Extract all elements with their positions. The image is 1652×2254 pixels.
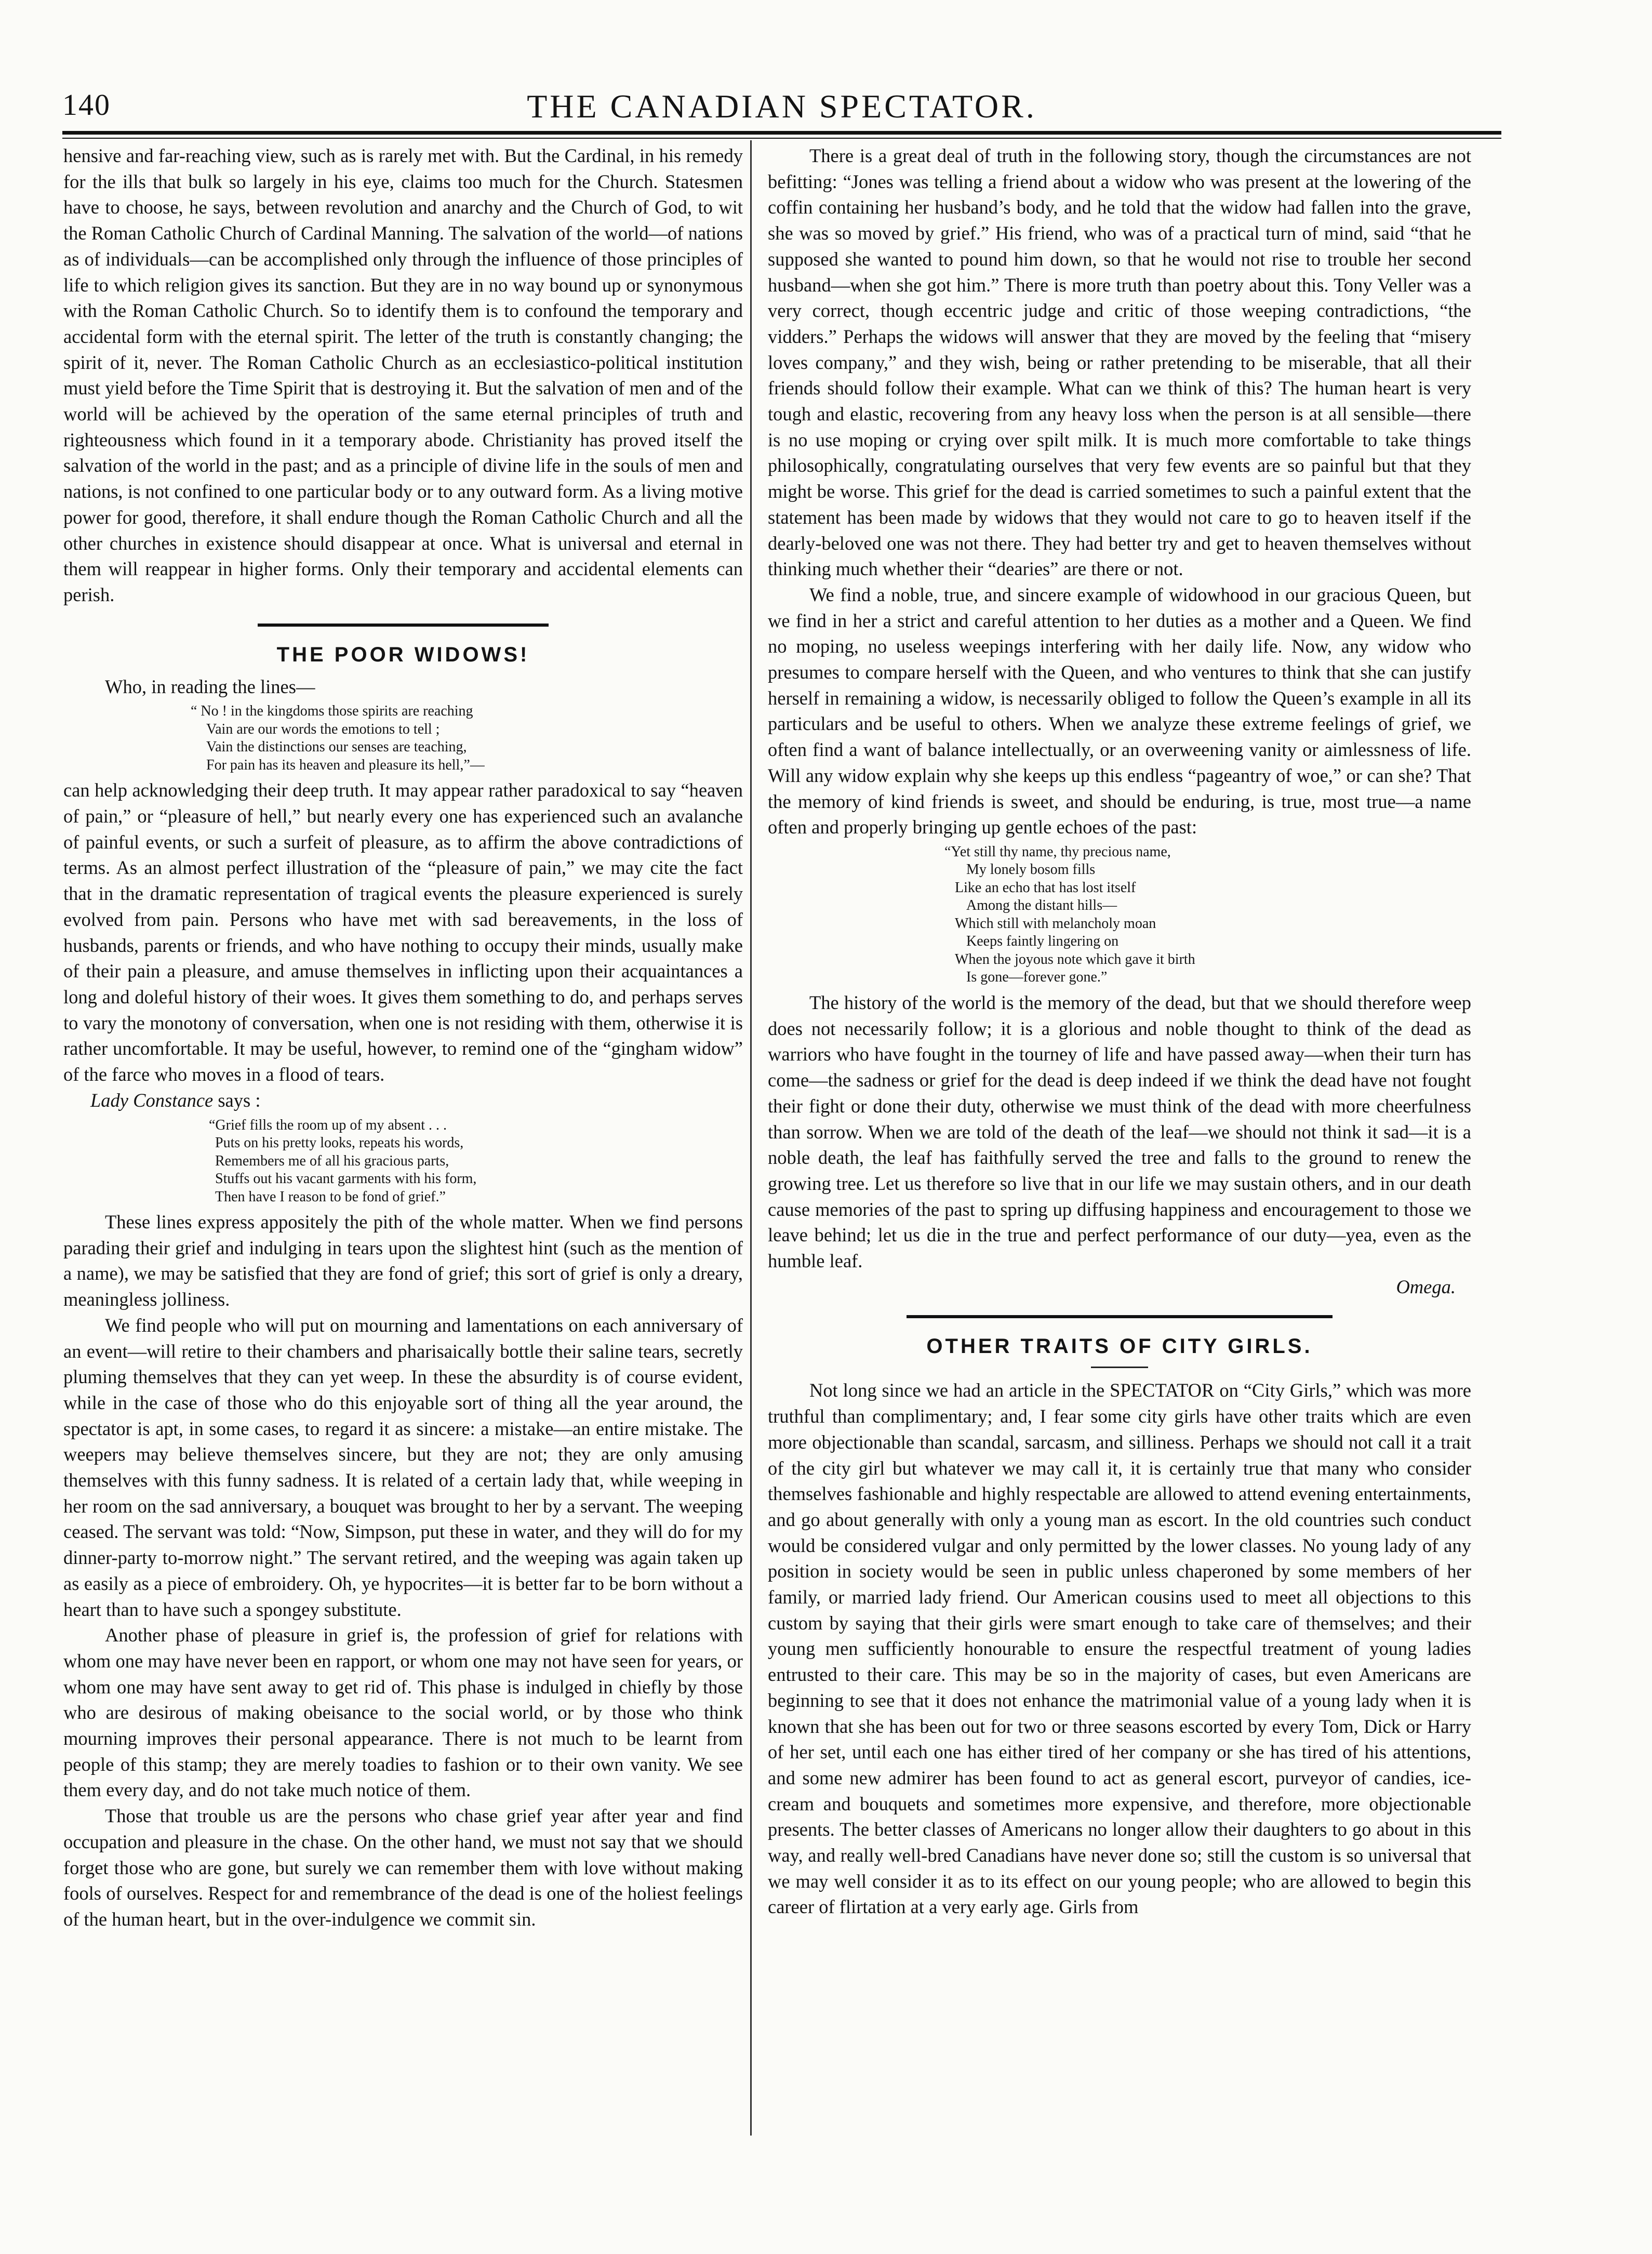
body-paragraph: We find people who will put on mourning and lamentations on each anniversary of an event—will retire to their chambers and pharisaically bottle their saline tears, secretly pluming themselves that they can yet weep. In these the absurdity is of course evident, while in the case of those who do this enjoyable sort of thing all the year around, the spectator is apt, in some cases, to regard it as sincere: a mistake—an entire mistake. The weepers may believe themselves sincere, but they are not; they are only amusing themselves with this funny sadness. It is related of a certain lady that, while weeping in her room on the sad anniversary, a bouquet was brought to her by a servant. The weeping ceased. The servant was told: “Now, Simpson, put these in water, and they will do for my dinner-party to-morrow night.” The servant retired, and the weeping was again taken up as easily as a piece of embroidery. Oh, ye hypocrites—it is better far to be born without a heart than to have such a spongey substitute. <box>63 1314 743 1620</box>
body-paragraph: Those that trouble us are the persons who chase grief year after year and find occupation and pleasure in the chase. On the other hand, we must not say that we should forget those who are gone, but surely we can remember them with love without making fools of ourselves. Respect for and remembrance of the dead is one of the holiest feelings of the human heart, but in the over-indulgence we commit sin. <box>63 1805 743 1930</box>
body-paragraph: We find a noble, true, and sincere example of widowhood in our gracious Queen, but we find in her a strict and careful attention to her duties as a mother and a Queen. We find no moping, no useless weepings interfering with her daily life. Now, any widow who presumes to compare herself with the Queen, and who ventures to think that she can justify herself in remaining a widow, is necessarily obliged to follow the Queen’s example in all its particulars and be useful to others. When we analyze these extreme feelings of grief, we often find a want of balance intellectually, or an overweening vanity or aimlessness of life. Will any widow explain why she keeps up this endless “pageantry of woe,” or can she? That the memory of kind friends is sweet, and should be enduring, is true, most true—a name often and properly bringing up gentle echoes of the past: <box>768 584 1471 838</box>
body-paragraph: Not long since we had an article in the SPECTATOR on “City Girls,” which was more truthful than complimentary; and, I fear some city girls have other traits which are even more objectionable than scandal, sarcasm, and silliness. Perhaps we should not call it a trait of the city girl but whatever we may call it, it is certainly true that many who consider themselves fashionable and highly respectable are allowed to attend evening entertainments, and go about generally with only a young man as escort. In the old countries such conduct would be considered vulgar and only permitted by the lower classes. No young lady of any position in society would be seen in public unless chaperoned by some members of her family, or married lady friend. Our American cousins used to meet all objections to this custom by saying that their girls were smart enough to take care of themselves; and their young men sufficiently honourable to ensure the respectful treatment of young ladies entrusted to their care. This may be so in the majority of cases, but even Americans are beginning to see that it does not enhance the matrimonial value of a young lady when it is known that she has been out for two or three seasons escorted by every Tom, Dick or Harry of her set, until each one has either tired of her company or she has tired of his attentions, and some new admirer has been found to act as general escort, purveyor of candies, ice-cream and bouquets and sometimes more expensive, and therefore, more objectionable presents. The better classes of Americans no longer allow their daughters to go about in this way, and really well-bred Canadians have never done so; still the custom is so universal that we may well consider it as to its effect on our young people; who are allowed to begin this career of flirtation at a very early age. Girls from <box>768 1380 1471 1918</box>
section-divider <box>258 624 549 627</box>
poem-quote-1 <box>63 702 743 774</box>
body-paragraph: There is a great deal of truth in the following story, though the circumstances are not befitting: “Jones was telling a friend about a widow who was present at the lowering of the coffin containing her husband’s body, and he told that the widow had fallen into the grave, she was so moved by grief.” His friend, who was of a practical turn of mind, said “that he supposed she wanted to pound him down, so that he would not rise to trouble her second husband—when she got him.” There is more truth than poetry about this. Tony Veller was a very correct, though eccentric judge and critic of those weeping contradictions, “the vidders.” Perhaps the widows will answer that they are moved by the feeling that “misery loves company,” and they wish, being or rather pretending to be miserable, that all their friends should follow their example. What can we think of this? The human heart is very tough and elastic, recovering from any heavy loss when the person is at all sensible—there is no use moping or crying over spilt milk. It is much more comfortable to take things philosophically, congratulating ourselves that very few events are so painful but that they might be worse. This grief for the dead is carried sometimes to such a painful extent that the statement has been made by widows that they would not care to go to heaven itself if the dearly-beloved one was not there. They had better try and get to heaven themselves without thinking much whether their “dearies” are there or not. <box>768 145 1471 580</box>
header-rule <box>62 131 1501 135</box>
poem-line: Is gone—forever gone.” <box>966 969 1108 986</box>
right-column <box>768 143 1471 1920</box>
poem-line: Stuffs out his vacant garments with his form, <box>215 1171 477 1187</box>
attribution-verb: says : <box>213 1089 261 1111</box>
body-paragraph: The history of the world is the memory of the dead, but that we should therefore weep does not necessarily follow; it is a glorious and noble thought to think of the dead as warriors who have fought in the tourney of life and have passed away—when their turn has come—the sadness or grief for the dead is deep indeed if we think the dead have not fought their fight or done their duty, otherwise we must think of the dead with more cheerfulness than sorrow. When we are told of the death of the leaf—we should not think it sad—it is a noble death, the leaf has faithfully served the tree and falls to the ground to renew the growing tree. Let us therefore so live that in our life we may sustain others, and in our death cause memories of the past to spring up diffusing happiness and encouragement to those we leave behind; let us die in the true and perfect performance of our duty—yea, even as the humble leaf. <box>768 991 1471 1272</box>
poem-quote-2 <box>63 1117 743 1206</box>
body-paragraph: These lines express appositely the pith of the whole matter. When we find persons parading their grief and indulging in tears upon the slightest hint (such as the mention of a name), we may be satisfied that they are fond of grief; this sort of grief is only a dreary, meaningless jolliness. <box>63 1211 743 1310</box>
attribution-line <box>63 1088 743 1113</box>
poem-line: Which still with melancholy moan <box>955 915 1156 932</box>
poem-line: For pain has its heaven and pleasure its hell,”— <box>206 757 485 773</box>
poem-line: Puts on his pretty looks, repeats his words, <box>215 1135 464 1151</box>
intro-line: Who, in reading the lines— <box>105 675 315 697</box>
quoted-character: Lady Constance <box>90 1089 214 1111</box>
poem-line: My lonely bosom fills <box>966 861 1096 878</box>
poem-line: Vain the distinctions our senses are teaching, <box>206 739 467 755</box>
poem-quote-3 <box>768 843 1471 987</box>
body-paragraph: Another phase of pleasure in grief is, the profession of grief for relations with whom one may have never been en rapport, or whom one may not have seen for years, or whom one may have sent away to get rid of. This phase is indulged in chiefly by those who are desirous of making obeisance to the social world, or by those who think mourning improves their personal appearance. There is not much to be learnt from people of this stamp; they are merely toadies to fashion or to their own vanity. We see them every day, and do not take much notice of them. <box>63 1624 743 1801</box>
article-title-city-girls: OTHER TRAITS OF CITY GIRLS. <box>926 1335 1313 1358</box>
poem-line: Remembers me of all his gracious parts, <box>215 1152 449 1169</box>
page-number: 140 <box>62 88 111 122</box>
header-rule-thin <box>62 138 1501 139</box>
poem-line: “ No ! in the kingdoms those spirits are reaching <box>191 703 473 720</box>
poem-line: Then have I reason to be fond of grief.” <box>215 1188 446 1205</box>
poem-line: “Grief fills the room up of my absent . . . <box>209 1117 447 1133</box>
page-header <box>62 83 1501 135</box>
author-signature: Omega. <box>1396 1276 1456 1297</box>
left-column <box>63 143 743 1932</box>
poem-line: When the joyous note which gave it birth <box>955 951 1195 967</box>
section-divider <box>907 1315 1333 1318</box>
poem-line: “Yet still thy name, thy precious name, <box>944 843 1171 860</box>
poem-line: Among the distant hills— <box>966 897 1117 914</box>
poem-line: Like an echo that has lost itself <box>955 879 1136 896</box>
poem-line: Keeps faintly lingering on <box>966 933 1119 950</box>
body-paragraph: can help acknowledging their deep truth. It may appear rather paradoxical to say “heaven of pain,” or “pleasure of hell,” but nearly every one has experienced such an avalanche of painful events, or such a surfeit of pleasure, as to affirm the above contradictions of terms. As an almost perfect illustration of the “pleasure of pain,” we may cite the fact that in the dramatic representation of tragical events the pleasure experienced is surely evolved from pain. Persons who have met with sad bereavements, in the loss of husbands, parents or friends, and who have nothing to occupy their minds, usually make of their pain a pleasure, and amuse themselves in inflicting upon their acquaintances a long and doleful history of their woes. It gives them something to do, and perhaps serves to vary the monotony of conversation, when one is not residing with them, otherwise it is rather uncomfortable. It may be useful, however, to remind one of the “gingham widow” of the farce who moves in a flood of tears. <box>63 779 743 1085</box>
cardinal-paragraph: hensive and far-reaching view, such as is rarely met with. But the Cardinal, in his remedy for the ills that bulk so largely in his eye, claims too much for the Church. Statesmen have to choose, he says, between revolution and anarchy and the Church of God, to wit the Roman Catholic Church of Cardinal Manning. The salvation of the world—of nations as of individuals—can be accomplished only through the influence of those principles of life to which religion gives its sanction. But they are in no way bound up or synonymous with the Roman Catholic Church. So to identify them is to confound the temporary and accidental form with the eternal spirit. The letter of the truth is constantly changing; the spirit of it, never. The Roman Catholic Church as an ecclesiastico-political institution must yield before the Time Spirit that is destroying it. But the salvation of men and of the world will be achieved by the operation of the same eternal principles of truth and righteousness which found in it a temporary abode. Christianity has proved itself the salvation of the world in the past; and as a principle of divine life in the souls of men and nations, is not confined to one particular body or to any outward form. As a living motive power for good, therefore, it shall endure though the Roman Catholic Church and all the other churches in existence should disappear at once. What is universal and eternal in them will reappear in higher forms. Only their temporary and accidental elements can perish. <box>63 145 743 605</box>
column-divider <box>750 140 752 2136</box>
masthead: THE CANADIAN SPECTATOR. <box>527 88 1037 125</box>
poem-line: Vain are our words the emotions to tell ; <box>206 721 440 737</box>
title-underline <box>1091 1367 1148 1368</box>
article-title-poor-widows: THE POOR WIDOWS! <box>276 643 530 666</box>
